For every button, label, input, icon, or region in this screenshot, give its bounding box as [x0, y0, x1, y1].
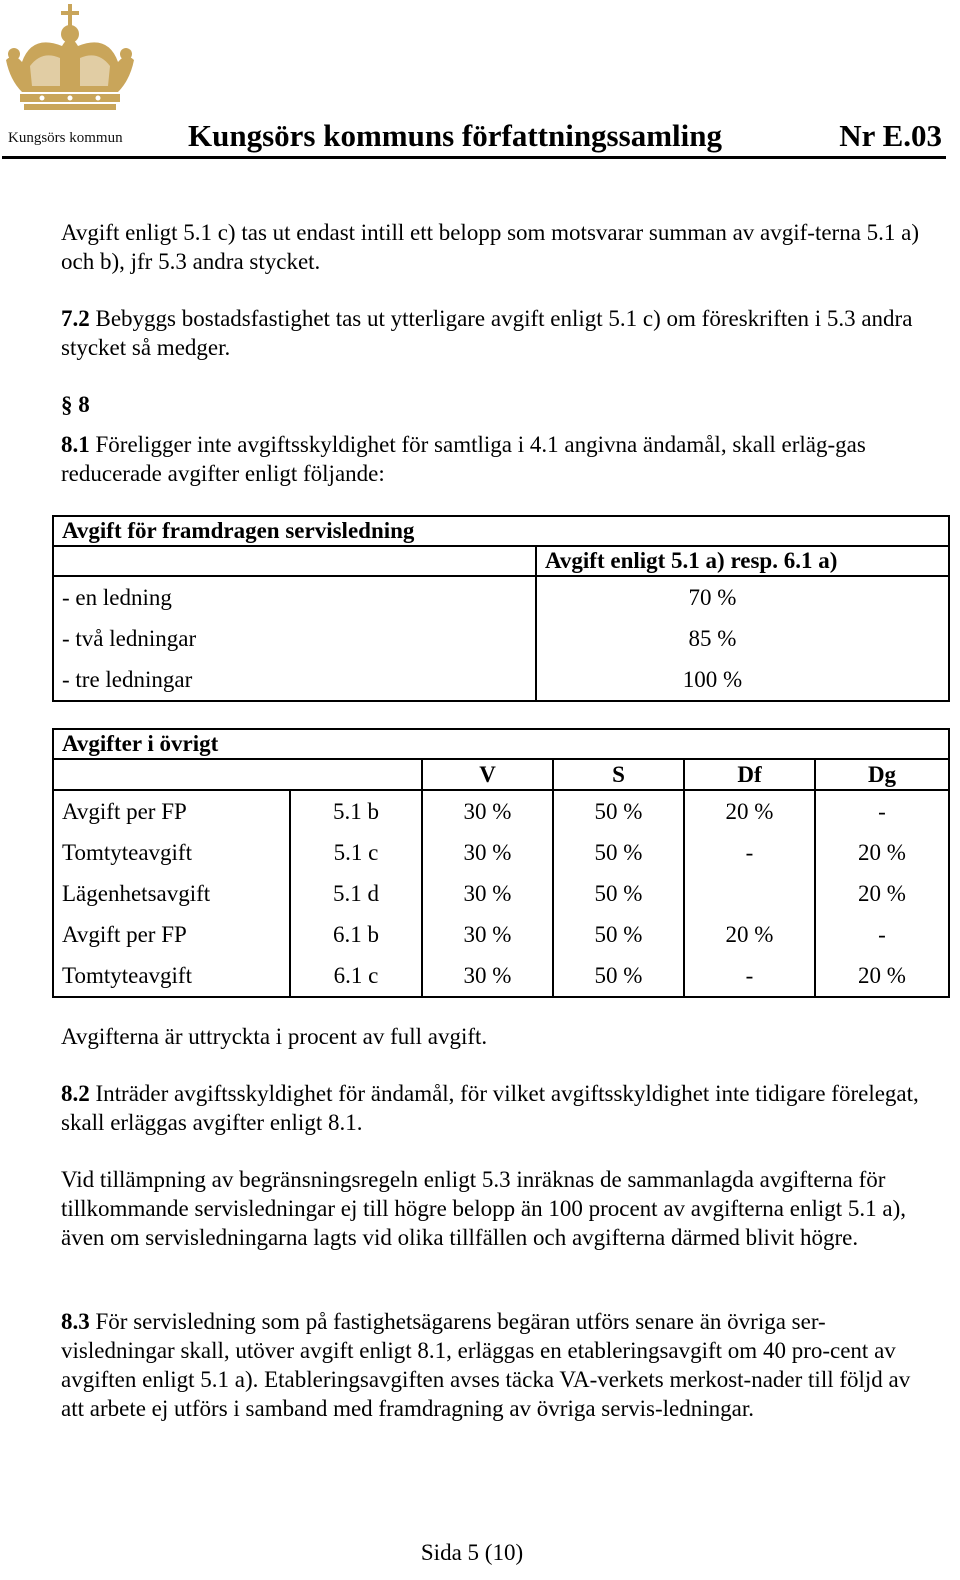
table-header-row	[53, 759, 949, 790]
document-number: Nr E.03	[839, 118, 942, 153]
column-header: Avgift enligt 5.1 a) resp. 6.1 a)	[536, 546, 949, 576]
other-fees-table	[52, 728, 950, 998]
table-row	[53, 618, 949, 659]
fee-df: 20 %	[684, 790, 815, 832]
column-header-dg: Dg	[815, 759, 949, 790]
fee-df: 20 %	[684, 914, 815, 955]
service-line-fee-table	[52, 515, 950, 702]
paragraph-limitation-rule: Vid tillämpning av begränsningsregeln enligt 5.3 inräknas de sammanlagda avgifterna för tillkommande servisledningar ej till högre belopp än 100 procent av avgifterna enligt 5.1 a), även om servisledningarna lagts vid olika tillfällen och avgifterna därmed blivit högre.	[61, 1167, 907, 1250]
column-header-v: V	[422, 759, 553, 790]
column-header-s: S	[553, 759, 684, 790]
table-row	[53, 790, 949, 832]
paragraph-text: Inträder avgiftsskyldighet för ändamål, för vilket avgiftsskyldighet inte tidigare förelegat, skall erläggas avgifter enligt 8.1.	[61, 1081, 919, 1135]
fee-dg: 20 %	[815, 955, 949, 997]
paragraph-8-3	[61, 1307, 931, 1423]
row-label: - två ledningar	[62, 625, 197, 651]
fee-reference: 5.1 c	[333, 839, 379, 865]
table-title: Avgift för framdragen servisledning	[53, 516, 949, 546]
fee-df: -	[684, 955, 815, 997]
fee-reference: 6.1 c	[333, 962, 379, 988]
percent-note: Avgifterna är uttryckta i procent av full avgift.	[61, 1024, 488, 1049]
fee-df: -	[684, 832, 815, 873]
section-number: § 8	[61, 392, 90, 417]
row-label: - en ledning	[62, 584, 172, 610]
paragraph-7-1-cont: Avgift enligt 5.1 c) tas ut endast intill ett belopp som motsvarar summan av avgif-terna 5.1 a) och b), jfr 5.3 andra stycket.	[61, 220, 920, 274]
table-row	[53, 914, 949, 955]
table-row	[53, 576, 949, 618]
table-row	[53, 873, 949, 914]
fee-dg: 20 %	[815, 832, 949, 873]
fee-name: Lägenhetsavgift	[53, 873, 290, 914]
fee-name: Avgift per FP	[53, 790, 290, 832]
fee-v: 30 %	[422, 832, 553, 873]
column-header-df: Df	[684, 759, 815, 790]
paragraph-text: Bebyggs bostadsfastighet tas ut ytterligare avgift enligt 5.1 c) om föreskriften i 5.3 andra stycket så medger.	[61, 306, 913, 360]
table-row	[53, 659, 949, 701]
paragraph-text: Föreligger inte avgiftsskyldighet för samtliga i 4.1 angivna ändamål, skall erläg-gas reducerade avgifter enligt följande:	[61, 432, 866, 486]
fee-name: Tomtyteavgift	[53, 832, 290, 873]
fee-s: 50 %	[553, 914, 684, 955]
table-title: Avgifter i övrigt	[53, 729, 949, 759]
fee-name: Tomtyteavgift	[53, 955, 290, 997]
fee-reference: 5.1 d	[333, 880, 379, 906]
paragraph-number: 8.2	[61, 1081, 90, 1106]
table-title-row	[53, 729, 949, 759]
table-title-row	[53, 516, 949, 546]
fee-reference: 5.1 b	[333, 798, 379, 824]
header-divider	[2, 156, 946, 159]
fee-s: 50 %	[553, 832, 684, 873]
page-header	[0, 0, 960, 160]
paragraph-7-2	[61, 304, 931, 362]
fee-name: Avgift per FP	[53, 914, 290, 955]
fee-s: 50 %	[553, 873, 684, 914]
paragraph-number: 8.1	[61, 432, 90, 457]
fee-v: 30 %	[422, 914, 553, 955]
row-label: - tre ledningar	[62, 666, 193, 692]
fee-dg: -	[815, 790, 949, 832]
fee-dg: -	[815, 914, 949, 955]
paragraph-8-1	[61, 430, 931, 488]
fee-v: 30 %	[422, 873, 553, 914]
fee-v: 30 %	[422, 790, 553, 832]
section-heading	[61, 390, 931, 419]
paragraph-number: 8.3	[61, 1309, 90, 1334]
fee-df	[684, 873, 815, 914]
table-row	[53, 955, 949, 997]
row-value: 85 %	[536, 618, 949, 659]
document-title: Kungsörs kommuns författningssamling	[188, 118, 722, 153]
fee-s: 50 %	[553, 790, 684, 832]
paragraph-text: För servisledning som på fastighetsägarens begäran utförs senare än övriga ser-visledningar skall, utöver avgift enligt 8.1, erläggas en etableringsavgift om 40 pro-cent av avgiften enligt 5.1 a). Etableringsavgiften avses täcka VA-verkets merkost-nader till följd av att arbete ej utförs i samband med framdragning av övriga servis-ledningar.	[61, 1309, 911, 1421]
fee-reference: 6.1 b	[333, 921, 379, 947]
page-number: Sida 5 (10)	[420, 1540, 524, 1565]
row-value: 70 %	[536, 576, 949, 618]
municipality-name: Kungsörs kommun	[8, 130, 123, 146]
paragraph-number: 7.2	[61, 306, 90, 331]
fee-dg: 20 %	[815, 873, 949, 914]
fee-v: 30 %	[422, 955, 553, 997]
row-value: 100 %	[536, 659, 949, 701]
crown-logo-icon	[2, 2, 138, 122]
table-row	[53, 832, 949, 873]
table-header-row	[53, 546, 949, 576]
fee-s: 50 %	[553, 955, 684, 997]
paragraph-8-2	[61, 1079, 931, 1137]
